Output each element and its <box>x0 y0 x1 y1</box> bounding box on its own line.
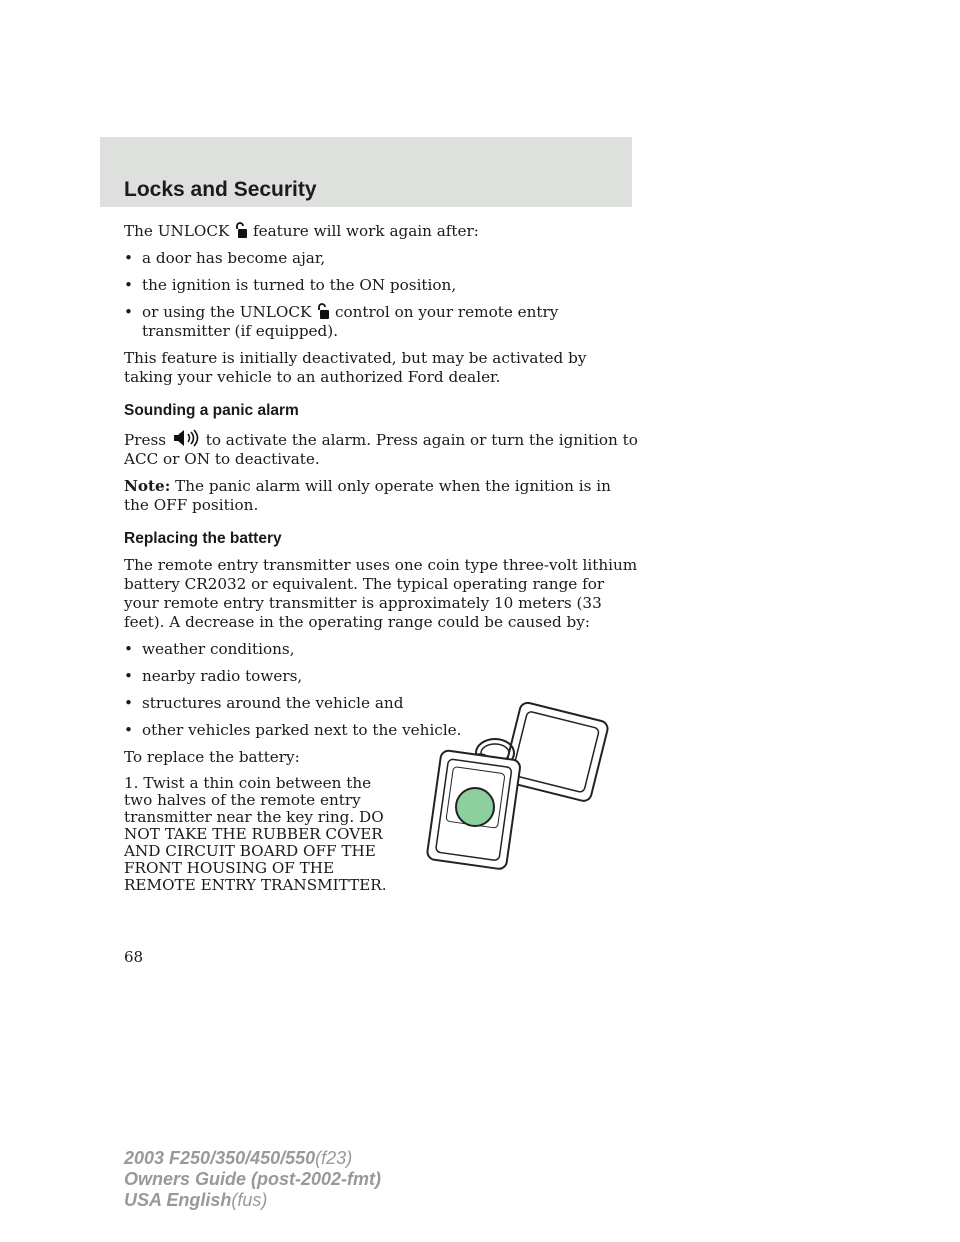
list-item: • or using the UNLOCK control on your remote entry transmitter (if equipped). <box>124 303 559 340</box>
list-item: • the ignition is turned to the ON position, <box>124 276 457 294</box>
list-item: • structures around the vehicle and <box>124 694 404 712</box>
unlock-icon <box>316 303 330 320</box>
step-1-text: 1. Twist a thin coin between the two halves of the remote entry transmitter near the key ring. DO NOT TAKE THE RUBBER COVER AND CIRCUIT BOARD OFF THE FRONT HOUSING OF THE REMOTE ENTRY TRANSMITTER. <box>124 774 387 894</box>
panic-instruction: Press to activate the alarm. Press again or turn the ignition to ACC or ON to deactivate. <box>124 428 639 469</box>
section-title: Locks and Security <box>124 178 317 201</box>
list-item: • a door has become ajar, <box>124 249 326 267</box>
list-item: • weather conditions, <box>124 640 295 658</box>
panic-note: Note: The panic alarm will only operate when the ignition is in the OFF position. <box>124 477 611 514</box>
battery-heading: Replacing the battery <box>124 530 282 547</box>
panic-heading: Sounding a panic alarm <box>124 402 299 419</box>
remote-transmitter-illustration <box>425 700 625 875</box>
horn-icon <box>171 428 201 448</box>
unlock-icon <box>234 222 248 239</box>
list-item: • other vehicles parked next to the vehicle. <box>124 721 462 739</box>
unlock-intro: The UNLOCK feature will work again after: <box>124 222 479 240</box>
list-item: • nearby radio towers, <box>124 667 303 685</box>
feature-note: This feature is initially deactivated, but may be activated by taking your vehicle to an authorized Ford dealer. <box>124 349 587 386</box>
document-footer: 2003 F250/350/450/550(f23) Owners Guide (post-2002-fmt) USA English(fus) <box>124 1148 382 1210</box>
battery-intro: The remote entry transmitter uses one coin type three-volt lithium battery CR2032 or equivalent. The typical operating range for your remote entry transmitter is approximately 10 meters (33 feet). A decrease in the operating range could be caused by: <box>124 556 638 631</box>
to-replace-label: To replace the battery: <box>124 748 300 766</box>
page-number: 68 <box>124 948 144 966</box>
button-disc <box>456 788 494 826</box>
